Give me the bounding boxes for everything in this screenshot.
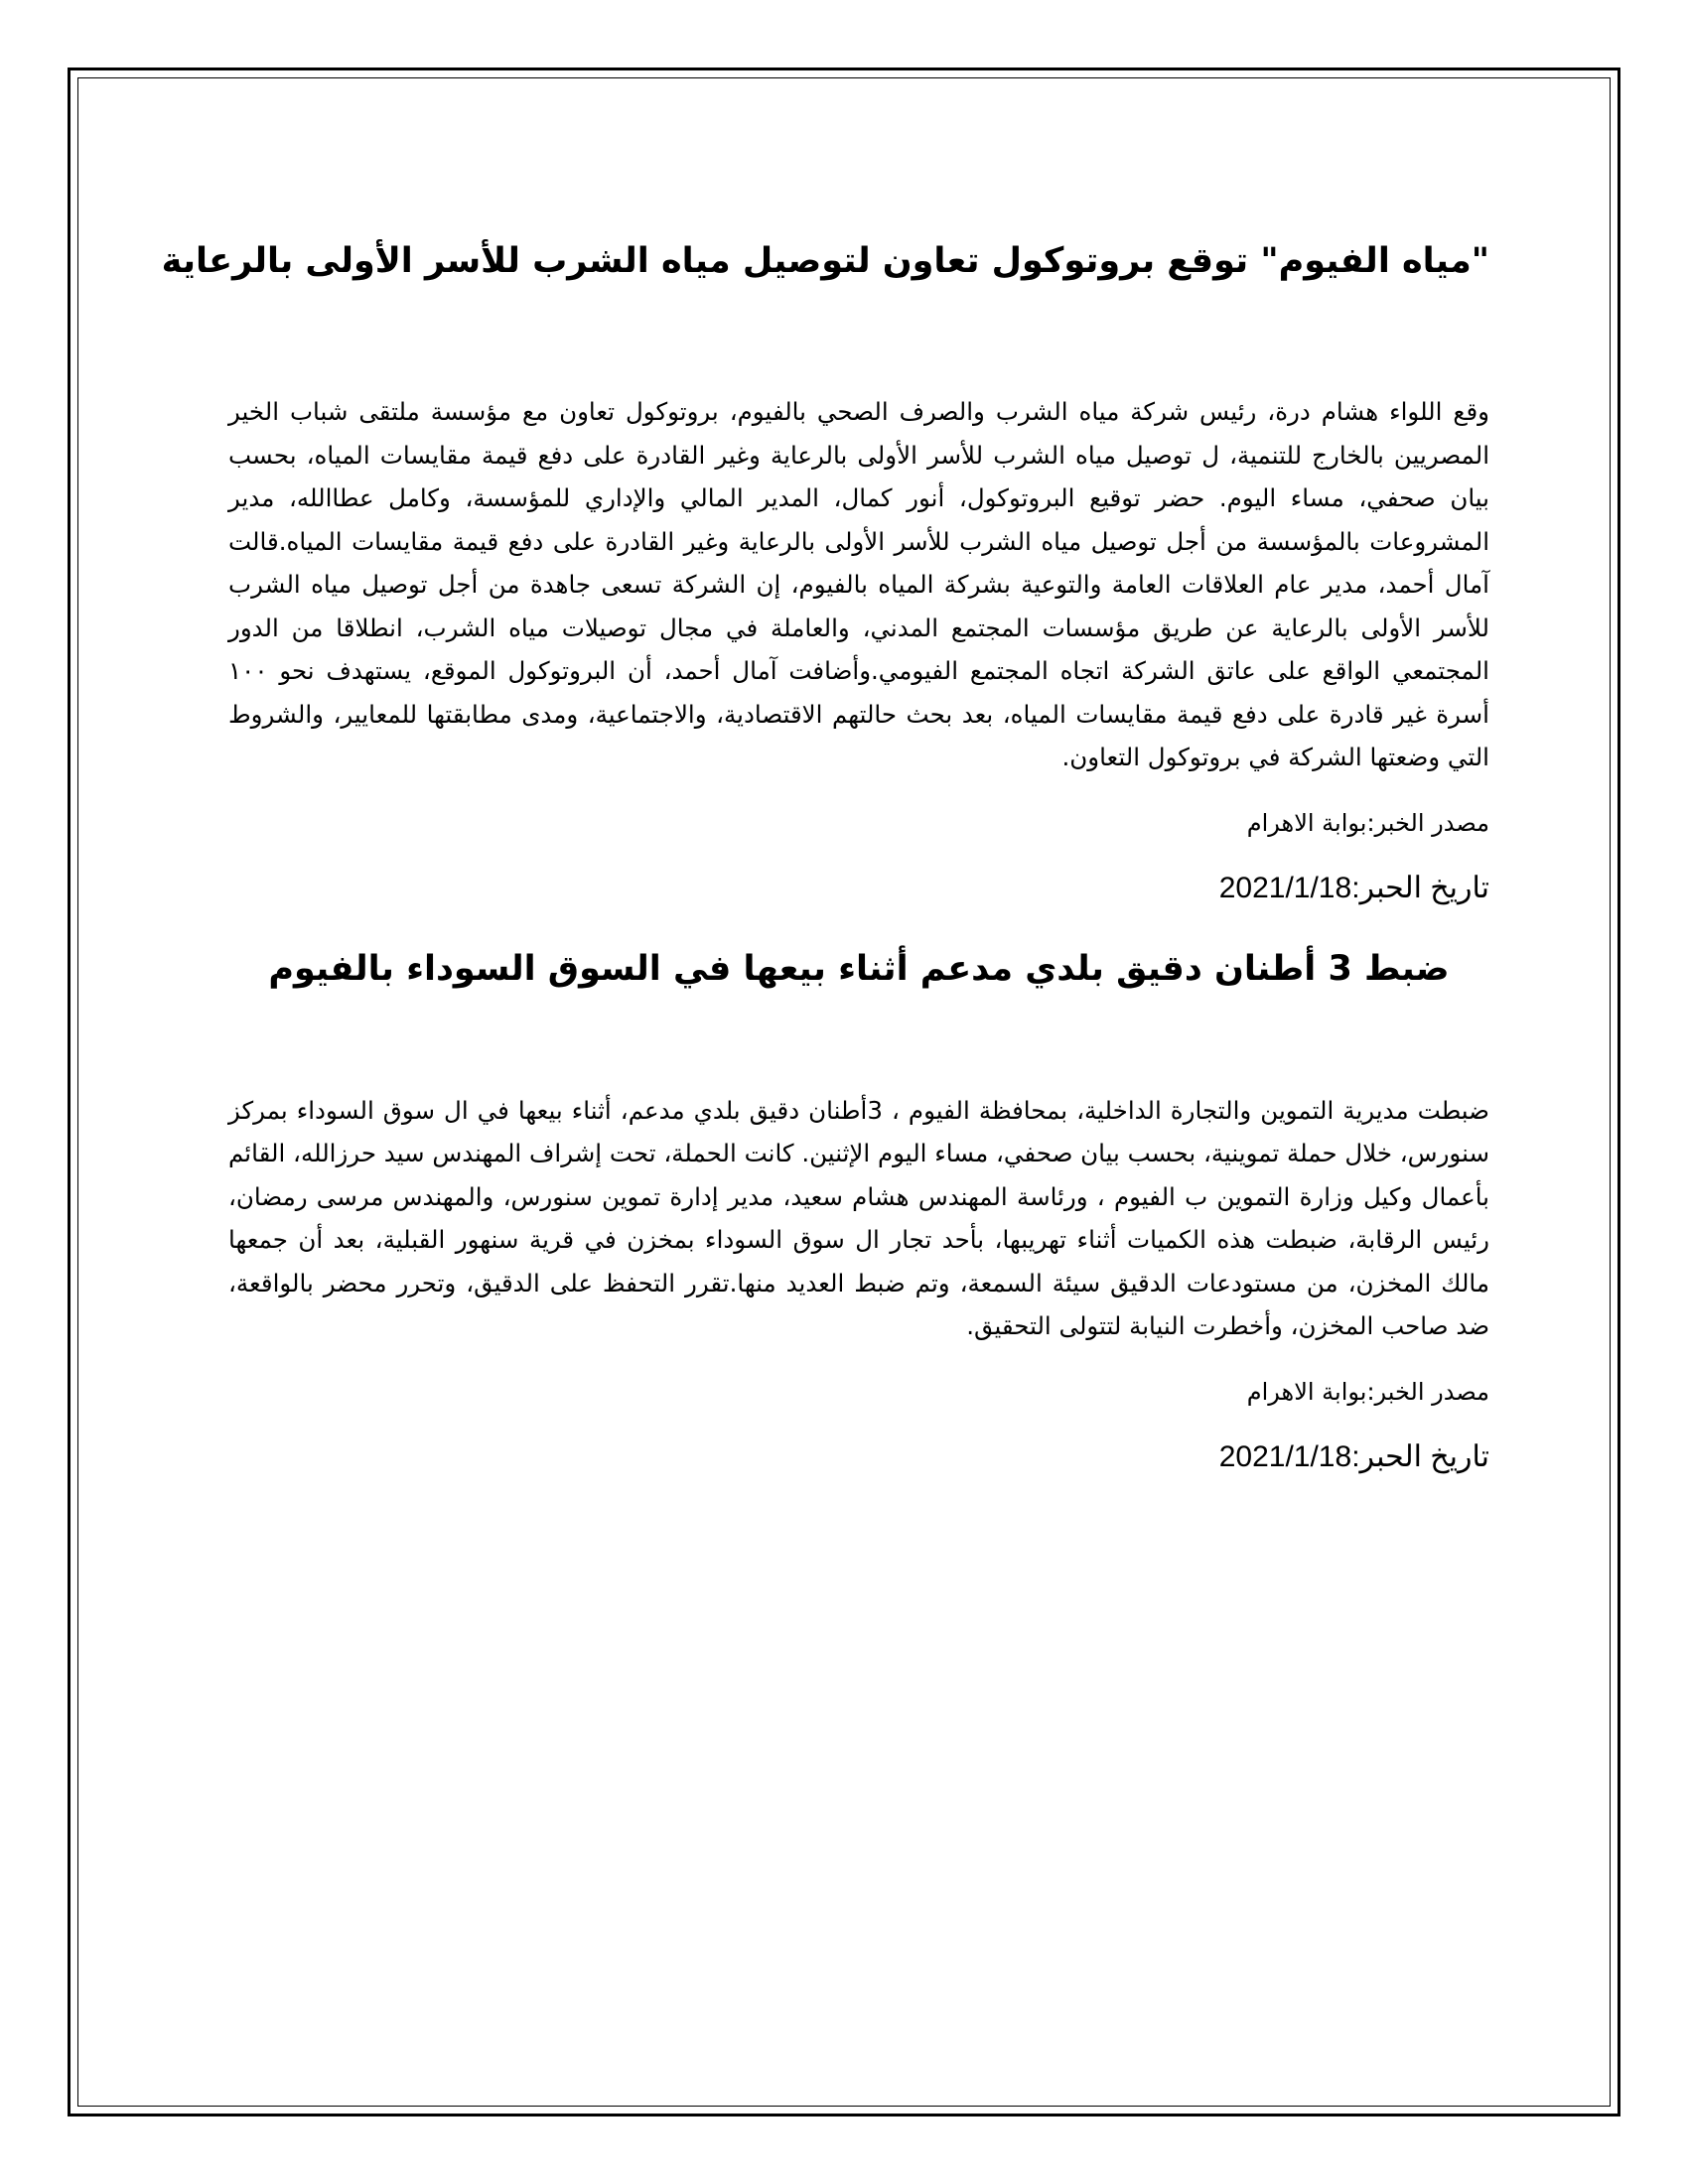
news-article <box>161 236 1489 906</box>
article-headline: ضبط 3 أطنان دقيق بلدي مدعم أثناء بيعها في السوق السوداء بالفيوم <box>268 948 1450 989</box>
article-source: مصدر الخبر:بوابة الاهرام <box>1246 808 1489 837</box>
news-article <box>228 944 1489 1475</box>
document-content <box>161 228 1489 1475</box>
article-source: مصدر الخبر:بوابة الاهرام <box>1246 1377 1489 1406</box>
article-body: وقع اللواء هشام درة، رئيس شركة مياه الشرب والصرف الصحي بالفيوم، بروتوكول تعاون مع مؤسسة ملتقى شباب الخير المصريين بالخارج للتنمية، ل توصيل مياه الشرب للأسر الأولى بالرعاية وغير القادرة على دفع قيمة مقايسات المياه، بحسب بيان صحفي، مساء اليوم. حضر توقيع البروتوكول، أنور كمال، المدير المالي والإداري للمؤسسة، وكامل عطاالله، مدير المشروعات بالمؤسسة من أجل توصيل مياه الشرب للأسر الأولى بالرعاية وغير القادرة على دفع قيمة مقايسات المياه.قالت آمال أحمد، مدير عام العلاقات العامة والتوعية بشركة المياه بالفيوم، إن الشركة تسعى جاهدة من أجل توصيل مياه الشرب للأسر الأولى بالرعاية عن طريق مؤسسات المجتمع المدني، والعاملة في مجال توصيلات مياه الشرب، انطلاقا من الدور المجتمعي الواقع على عاتق الشركة اتجاه المجتمع الفيومي.وأضافت آمال أحمد، أن البروتوكول الموقع، يستهدف نحو ١٠٠ أسرة غير قادرة على دفع قيمة مقايسات المياه، بعد بحث حالتهم الاقتصادية، والاجتماعية، ومدى مطابقتها للمعايير، والشروط التي وضعتها الشركة في بروتوكول التعاون. <box>228 397 1489 771</box>
article-body: ضبطت مديرية التموين والتجارة الداخلية، بمحافظة الفيوم ، 3أطنان دقيق بلدي مدعم، أثناء بيعها في ال سوق السوداء بمركز سنورس، خلال حملة تموينية، بحسب بيان صحفي، مساء اليوم الإثنين. كانت الحملة، تحت إشراف المهندس سيد حرزالله، القائم بأعمال وكيل وزارة التموين ب الفيوم ، ورئاسة المهندس هشام سعيد، مدير إدارة تموين سنورس، والمهندس مرسى رمضان، رئيس الرقابة، ضبطت هذه الكميات أثناء تهريبها، بأحد تجار ال سوق السوداء بمخزن في قرية سنهور القبلية، بعد أن جمعها مالك المخزن، من مستودعات الدقيق سيئة السمعة، وتم ضبط العديد منها.تقرر التحفظ على الدقيق، وتحرر محضر بالواقعة، ضد صاحب المخزن، وأخطرت النيابة لتتولى التحقيق. <box>228 1095 1489 1340</box>
article-date: تاريخ الحبر:2021/1/18 <box>1218 1439 1489 1473</box>
article-date: تاريخ الحبر:2021/1/18 <box>1218 871 1489 904</box>
article-headline: "مياه الفيوم" توقع بروتوكول تعاون لتوصيل مياه الشرب للأسر الأولى بالرعاية <box>161 241 1489 281</box>
